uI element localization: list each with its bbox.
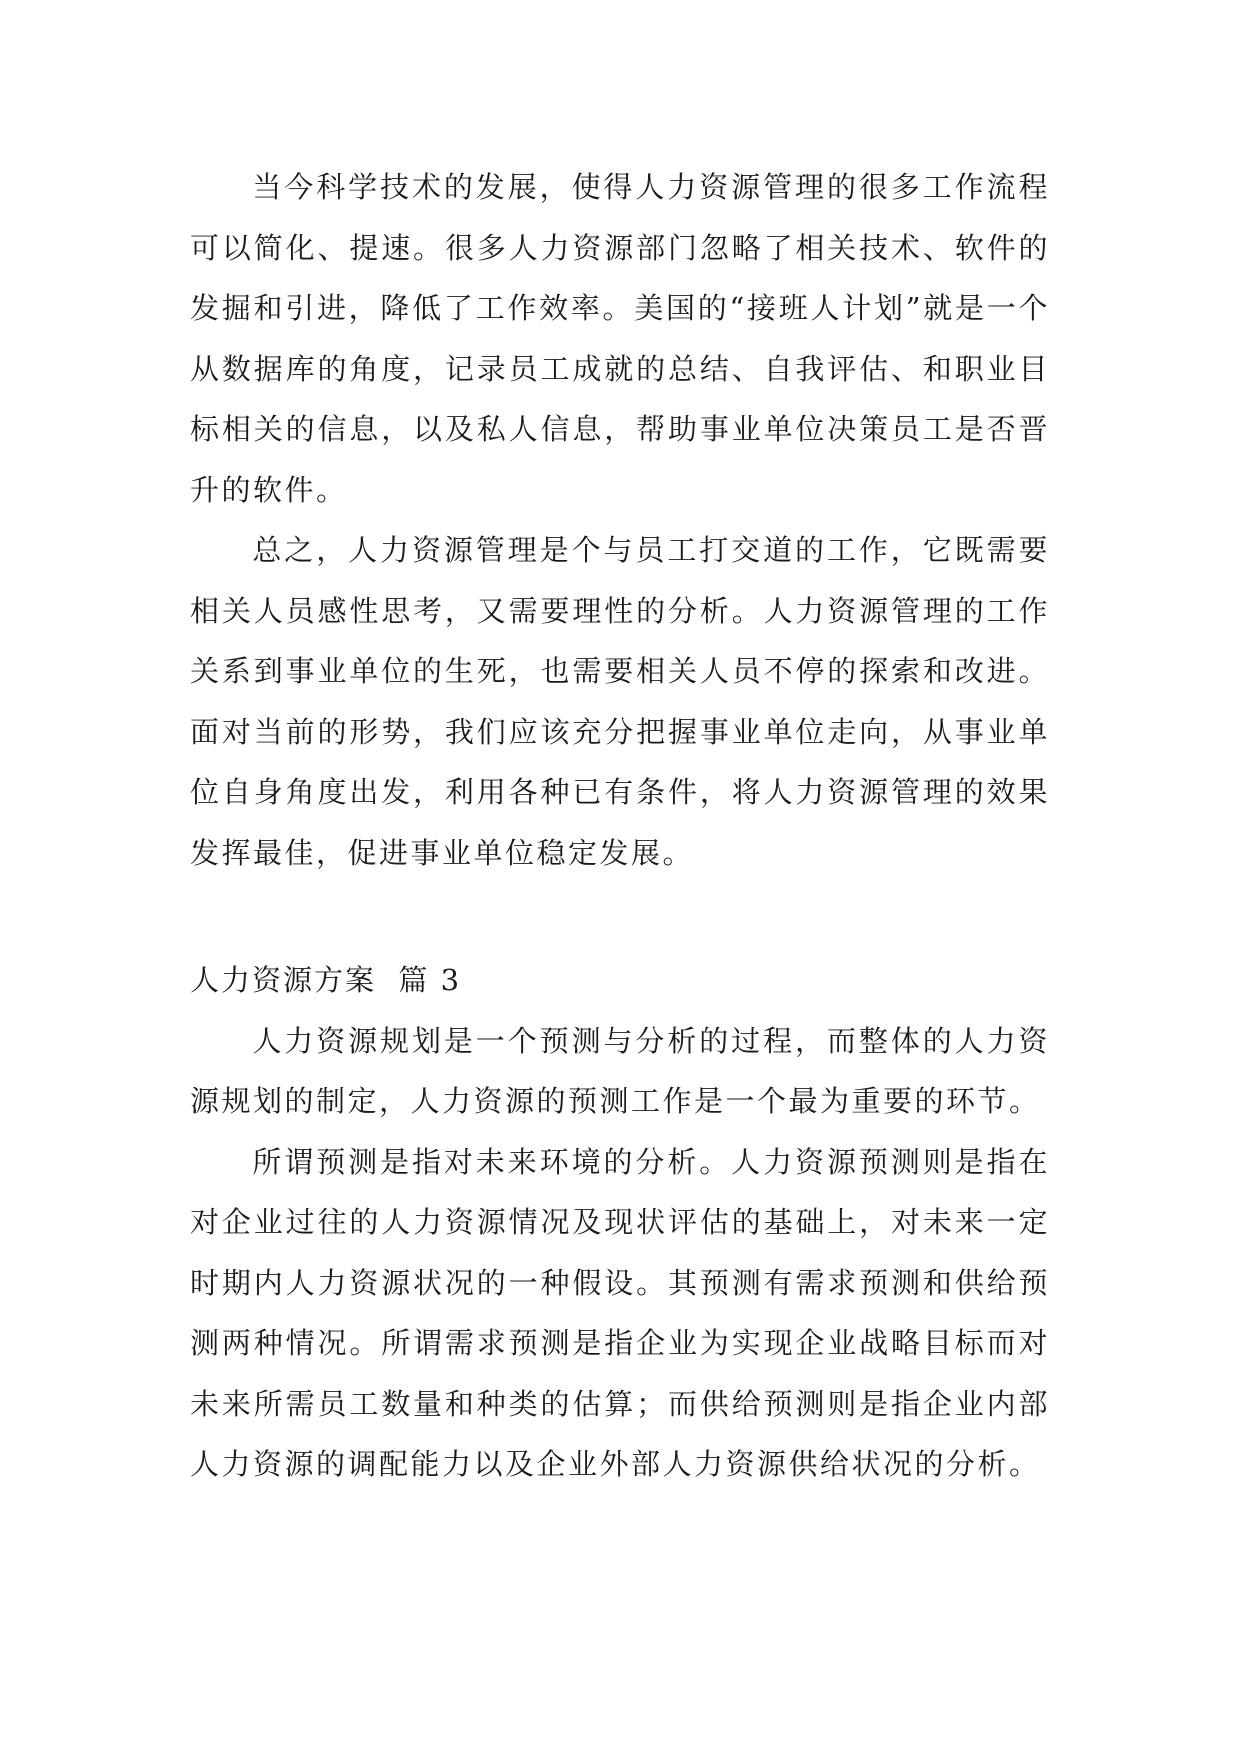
paragraph: 当今科学技术的发展，使得人力资源管理的很多工作流程可以简化、提速。很多人力资源部门忽略了相关技术、软件的发掘和引进，降低了工作效率。美国的“接班人计划”就是一个从数据库的角度，记录员工成就的总结、自我评估、和职业目标相关的信息，以及私人信息，帮助事业单位决策员工是否晋升的软件。	[190, 170, 1050, 507]
section-heading: 人力资源方案 篇 3	[190, 963, 462, 997]
document-body	[190, 157, 1050, 1495]
paragraph: 人力资源规划是一个预测与分析的过程，而整体的人力资源规划的制定，人力资源的预测工作是一个最为重要的环节。	[190, 1023, 1050, 1118]
paragraph: 所谓预测是指对未来环境的分析。人力资源预测则是指在对企业过往的人力资源情况及现状评估的基础上，对未来一定时期内人力资源状况的一种假设。其预测有需求预测和供给预测两种情况。所谓需求预测是指企业为实现企业战略目标而对未来所需员工数量和种类的估算；而供给预测则是指企业内部人力资源的调配能力以及企业外部人力资源供给状况的分析。	[190, 1144, 1050, 1481]
paragraph: 总之，人力资源管理是个与员工打交道的工作，它既需要相关人员感性思考，又需要理性的分析。人力资源管理的工作关系到事业单位的生死，也需要相关人员不停的探索和改进。面对当前的形势，我们应该充分把握事业单位走向，从事业单位自身角度出发，利用各种已有条件，将人力资源管理的效果发挥最佳，促进事业单位稳定发展。	[190, 533, 1050, 870]
